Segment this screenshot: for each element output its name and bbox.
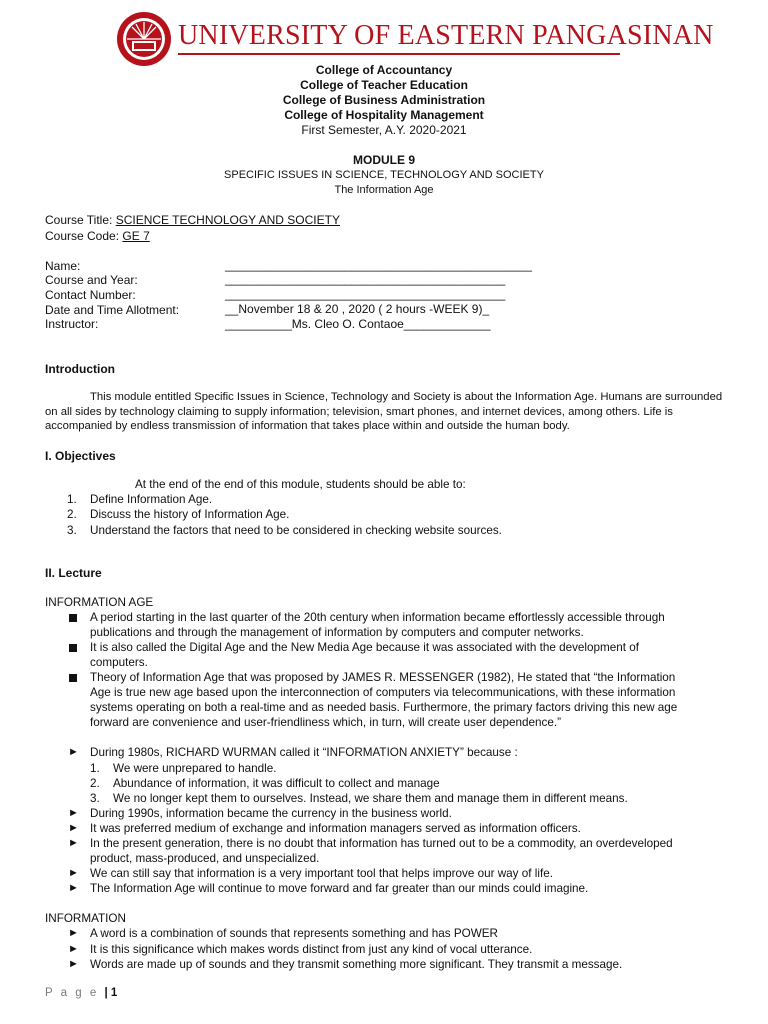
college-hospitality-management: College of Hospitality Management: [284, 108, 484, 122]
square-bullet-icon: [69, 644, 77, 652]
page-footer: [45, 987, 117, 999]
college-accountancy: College of Accountancy: [315, 63, 453, 77]
course-code-label: Course Code:: [45, 229, 120, 243]
course-code-value: GE 7: [122, 229, 150, 243]
information-bullet-text: It is this significance which makes words distinct from just any kind of vocal utterance.: [90, 943, 533, 956]
introduction-heading: Introduction: [45, 362, 115, 376]
arrow-bullet-text: During 1990s, information became the currency in the business world.: [90, 807, 452, 820]
bullet-line: It is also called the Digital Age and the New Media Age because it was associated with the development of: [90, 641, 639, 654]
arrow-bullet-icon: ►: [68, 867, 79, 879]
contact-number-label: Contact Number:: [45, 288, 136, 302]
semester-line: First Semester, A.Y. 2020-2021: [301, 123, 467, 137]
name-field: ______________________________________________: [225, 258, 532, 272]
information-heading: INFORMATION: [45, 912, 126, 925]
reason-number: 2.: [90, 777, 100, 790]
square-bullet-icon: [69, 674, 77, 682]
instructor-field: __________Ms. Cleo O. Contaoe_____________: [225, 317, 491, 331]
university-seal-logo: [116, 11, 172, 67]
arrow-bullet-icon: ►: [68, 927, 79, 939]
objective-number: 3.: [67, 524, 77, 537]
contact-number-field: __________________________________________: [225, 287, 506, 301]
arrow-bullet-text: In the present generation, there is no doubt that information has turned out to be a commodity, an overdeveloped: [90, 837, 673, 850]
objective-item: Understand the factors that need to be considered in checking website sources.: [90, 524, 502, 537]
course-title-value: SCIENCE TECHNOLOGY AND SOCIETY: [115, 213, 340, 227]
arrow-bullet-text: During 1980s, RICHARD WURMAN called it “INFORMATION ANXIETY” because :: [90, 746, 518, 759]
information-bullet-text: A word is a combination of sounds that represents something and has POWER: [90, 927, 498, 940]
page-number: | 1: [104, 987, 118, 999]
arrow-bullet-icon: ►: [68, 807, 79, 819]
university-name: UNIVERSITY OF EASTERN PANGASINAN: [178, 20, 714, 51]
bullet-line: A period starting in the last quarter of the 20th century when information became effortlessly accessible through: [90, 611, 665, 624]
module-topic: The Information Age: [334, 184, 434, 196]
college-business-administration: College of Business Administration: [282, 93, 486, 107]
course-year-field: __________________________________________: [225, 272, 506, 286]
objective-number: 2.: [67, 508, 77, 521]
reason-number: 3.: [90, 792, 100, 805]
course-year-label: Course and Year:: [45, 273, 138, 287]
objective-number: 1.: [67, 493, 77, 506]
reason-item: We no longer kept them to ourselves. Instead, we share them and manage them in different means.: [113, 792, 628, 805]
objectives-lead: At the end of the end of this module, students should be able to:: [135, 478, 466, 491]
module-subtitle: SPECIFIC ISSUES IN SCIENCE, TECHNOLOGY AND SOCIETY: [224, 169, 544, 181]
course-title-label: Course Title:: [45, 213, 113, 227]
arrow-bullet-icon: ►: [68, 943, 79, 955]
reason-item: We were unprepared to handle.: [113, 762, 277, 775]
instructor-label: Instructor:: [45, 317, 99, 331]
arrow-bullet-icon: ►: [68, 746, 79, 758]
bullet-line: systems operating on both a real-time and as needed basis. Furthermore, the primary factors driving this new age: [90, 701, 678, 714]
bullet-line: Theory of Information Age that was proposed by JAMES R. MESSENGER (1982), He stated that “the Information: [90, 671, 676, 684]
course-title-row: [45, 213, 340, 227]
lecture-heading: II. Lecture: [45, 566, 102, 580]
header-rule: [178, 53, 620, 55]
information-age-heading: INFORMATION AGE: [45, 596, 154, 609]
name-label: Name:: [45, 259, 81, 273]
date-time-field: __November 18 & 20 , 2020 ( 2 hours -WEEK 9)_: [225, 302, 490, 316]
arrow-bullet-text: We can still say that information is a very important tool that helps improve our way of life.: [90, 867, 553, 880]
objectives-heading: I. Objectives: [45, 449, 116, 463]
objective-item: Define Information Age.: [90, 493, 213, 506]
course-code-row: [45, 229, 150, 243]
arrow-bullet-icon: ►: [68, 837, 79, 849]
arrow-bullet-icon: ►: [68, 882, 79, 894]
arrow-bullet-text: The Information Age will continue to move forward and far greater than our minds could imagine.: [90, 882, 589, 895]
arrow-bullet-icon: ►: [68, 822, 79, 834]
bullet-line: Age is true new age based upon the interconnection of computers via telecommunications, with these information: [90, 686, 676, 699]
objective-item: Discuss the history of Information Age.: [90, 508, 290, 521]
module-title: MODULE 9: [352, 153, 415, 167]
bullet-line: forward are convenience and user-friendliness which, in turn, will create user dependence.”: [90, 716, 561, 729]
page-label: P a g e: [45, 987, 99, 999]
bullet-line: publications and through the management of information by computers and computer networks.: [90, 626, 584, 639]
college-teacher-education: College of Teacher Education: [300, 78, 468, 92]
reason-number: 1.: [90, 762, 100, 775]
bullet-line: computers.: [90, 656, 148, 669]
date-time-label: Date and Time Allotment:: [45, 303, 180, 317]
arrow-bullet-text: product, mass-produced, and unspecialized.: [90, 852, 320, 865]
arrow-bullet-text: It was preferred medium of exchange and information managers served as information officers.: [90, 822, 581, 835]
introduction-text: This module entitled Specific Issues in Science, Technology and Society is about the Information Age. Humans are surrounded on all sides by technology claiming to supply information; television, smart phones, and internet devices, among others. Life is accompanied by endless transmission of information that takes place within and outside the human body.: [45, 391, 723, 433]
square-bullet-icon: [69, 614, 77, 622]
arrow-bullet-icon: ►: [68, 958, 79, 970]
information-bullet-text: Words are made up of sounds and they transmit something more significant. They transmit a message.: [90, 958, 623, 971]
reason-item: Abundance of information, it was difficult to collect and manage: [113, 777, 440, 790]
